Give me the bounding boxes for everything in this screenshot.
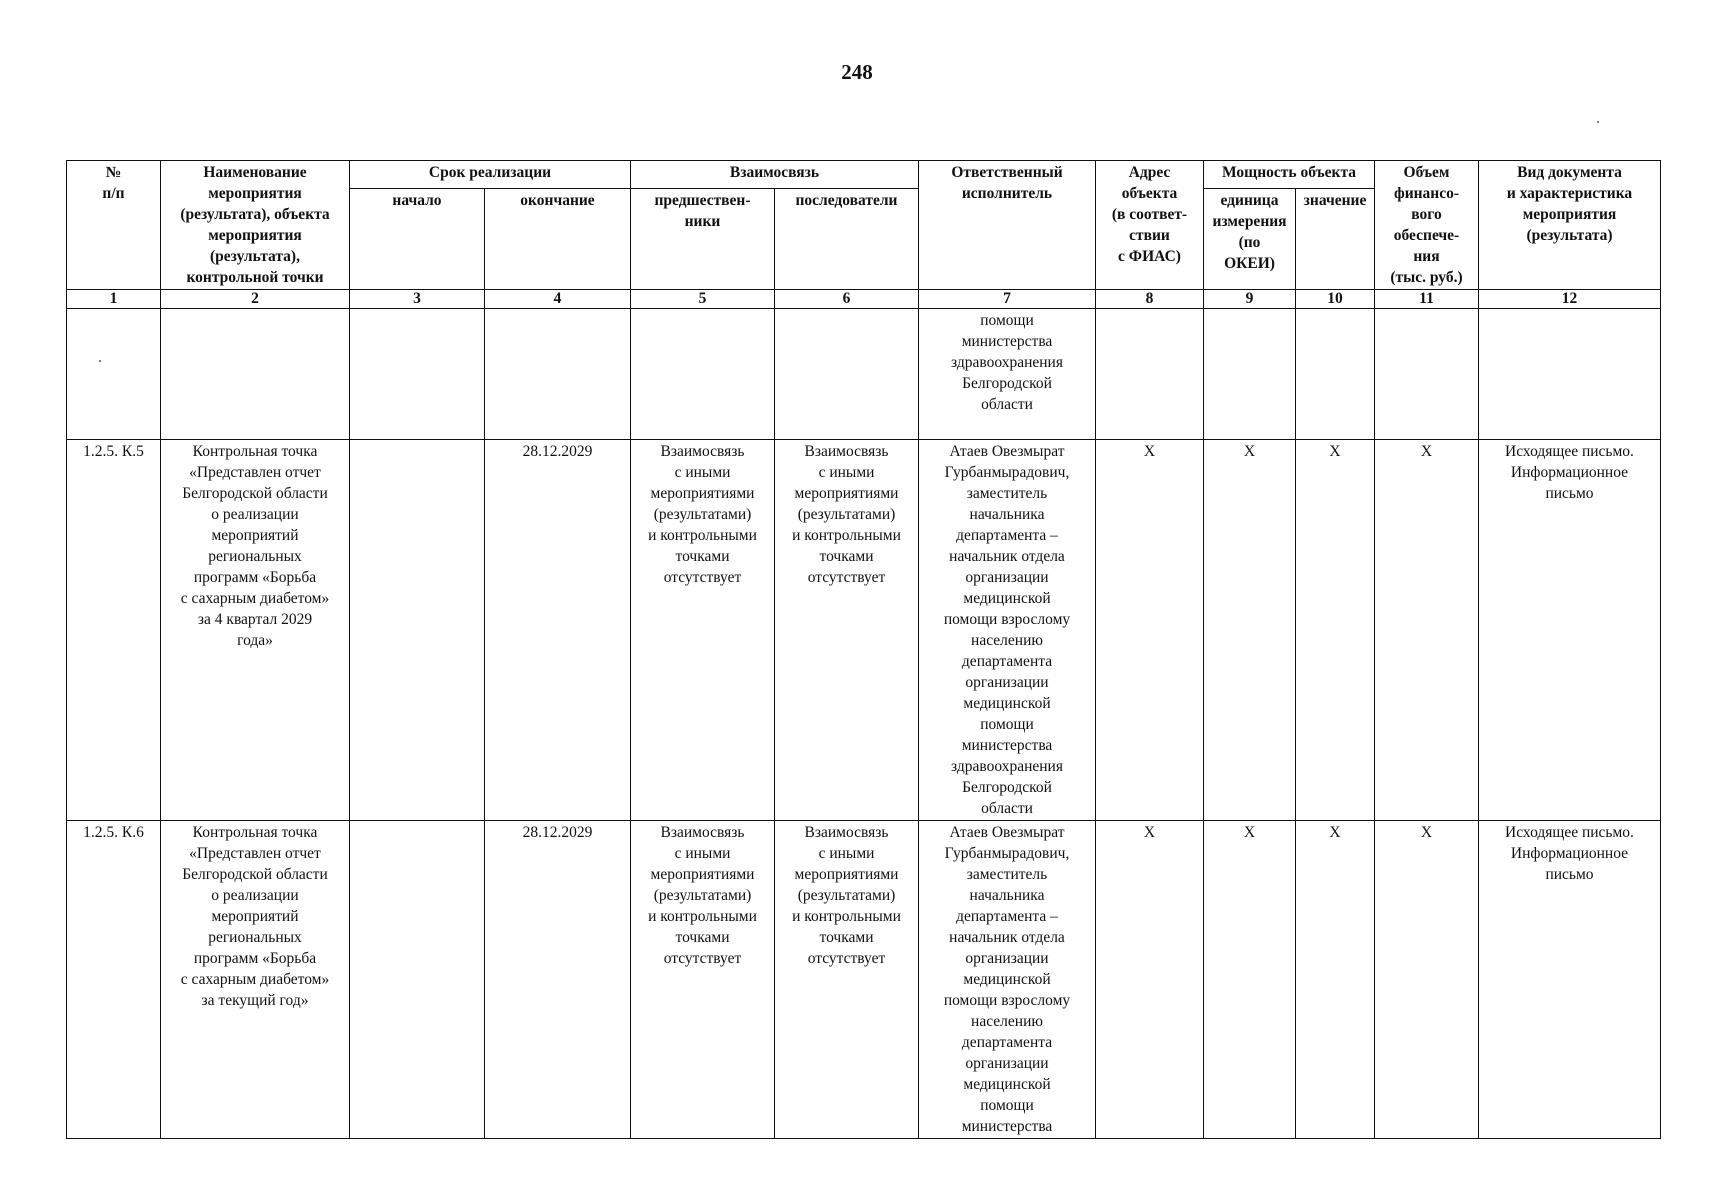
- header-responsible: Ответственный исполнитель: [919, 161, 1096, 290]
- cell-value: X: [1296, 440, 1375, 821]
- column-number: 2: [161, 290, 350, 309]
- header-name: Наименование мероприятия (результата), объекта мероприятия (результата), контрольной точки: [161, 161, 350, 290]
- cell-name: Контрольная точка «Представлен отчет Белгородской области о реализации мероприятий региональных программ «Борьба с сахарным диабетом» за 4 квартал 2029 года»: [161, 440, 350, 821]
- cell-predecessors: Взаимосвязь с иными мероприятиями (результатами) и контрольными точками отсутствует: [631, 821, 775, 1139]
- column-number-row: [67, 290, 1661, 309]
- column-number: 1: [67, 290, 161, 309]
- cell-start: [350, 309, 485, 440]
- header-link: Взаимосвязь: [631, 161, 919, 189]
- cell-document: Исходящее письмо. Информационное письмо: [1479, 821, 1661, 1139]
- column-number: 12: [1479, 290, 1661, 309]
- cell-unit: X: [1204, 440, 1296, 821]
- cell-address: X: [1096, 440, 1204, 821]
- cell-financing: X: [1375, 821, 1479, 1139]
- cell-address: X: [1096, 821, 1204, 1139]
- cell-successors: [775, 309, 919, 440]
- cell-financing: [1375, 309, 1479, 440]
- cell-num: [67, 309, 161, 440]
- header-successors: последователи: [775, 188, 919, 289]
- column-number: 10: [1296, 290, 1375, 309]
- column-number: 9: [1204, 290, 1296, 309]
- cell-responsible: помощи министерства здравоохранения Белгородской области: [919, 309, 1096, 440]
- header-financing: Объем финансо- вого обеспече- ния (тыс. руб.): [1375, 161, 1479, 290]
- cell-successors: Взаимосвязь с иными мероприятиями (результатами) и контрольными точками отсутствует: [775, 821, 919, 1139]
- header-end: окончание: [485, 188, 631, 289]
- cell-responsible: Атаев Овезмырат Гурбанмырадович, заместитель начальника департамента – начальник отдела организации медицинской помощи взрослому населению департамента организации медицинской помощи министерства: [919, 821, 1096, 1139]
- cell-successors: Взаимосвязь с иными мероприятиями (результатами) и контрольными точками отсутствует: [775, 440, 919, 821]
- column-number: 11: [1375, 290, 1479, 309]
- cell-num: 1.2.5. К.6: [67, 821, 161, 1139]
- column-number: 7: [919, 290, 1096, 309]
- header-unit: единица измерения (по ОКЕИ): [1204, 188, 1296, 289]
- cell-unit: [1204, 309, 1296, 440]
- header-address: Адрес объекта (в соответ- ствии с ФИАС): [1096, 161, 1204, 290]
- header-num: № п/п: [67, 161, 161, 290]
- header-document: Вид документа и характеристика мероприятия (результата): [1479, 161, 1661, 290]
- cell-end: 28.12.2029: [485, 440, 631, 821]
- cell-predecessors: Взаимосвязь с иными мероприятиями (результатами) и контрольными точками отсутствует: [631, 440, 775, 821]
- scan-speck: [1597, 121, 1599, 123]
- cell-value: X: [1296, 821, 1375, 1139]
- table-row: [67, 309, 1661, 440]
- column-number: 6: [775, 290, 919, 309]
- cell-end: 28.12.2029: [485, 821, 631, 1139]
- header-power: Мощность объекта: [1204, 161, 1375, 189]
- cell-document: Исходящее письмо. Информационное письмо: [1479, 440, 1661, 821]
- header-row-1: [67, 161, 1661, 189]
- cell-financing: X: [1375, 440, 1479, 821]
- cell-value: [1296, 309, 1375, 440]
- column-number: 4: [485, 290, 631, 309]
- cell-document: [1479, 309, 1661, 440]
- cell-predecessors: [631, 309, 775, 440]
- cell-start: [350, 821, 485, 1139]
- header-value: значение: [1296, 188, 1375, 289]
- cell-name: [161, 309, 350, 440]
- header-predecessors: предшествен- ники: [631, 188, 775, 289]
- cell-unit: X: [1204, 821, 1296, 1139]
- header-start: начало: [350, 188, 485, 289]
- cell-end: [485, 309, 631, 440]
- cell-num: 1.2.5. К.5: [67, 440, 161, 821]
- schedule-table: [66, 160, 1661, 1139]
- cell-start: [350, 440, 485, 821]
- table-row: [67, 821, 1661, 1139]
- cell-responsible: Атаев Овезмырат Гурбанмырадович, заместитель начальника департамента – начальник отдела организации медицинской помощи взрослому населению департамента организации медицинской помощи министерства здравоохранения Белгородской области: [919, 440, 1096, 821]
- column-number: 3: [350, 290, 485, 309]
- column-number: 8: [1096, 290, 1204, 309]
- cell-name: Контрольная точка «Представлен отчет Белгородской области о реализации мероприятий региональных программ «Борьба с сахарным диабетом» за текущий год»: [161, 821, 350, 1139]
- header-term: Срок реализации: [350, 161, 631, 189]
- column-number: 5: [631, 290, 775, 309]
- cell-address: [1096, 309, 1204, 440]
- page-number: 248: [841, 60, 873, 84]
- table-row: [67, 440, 1661, 821]
